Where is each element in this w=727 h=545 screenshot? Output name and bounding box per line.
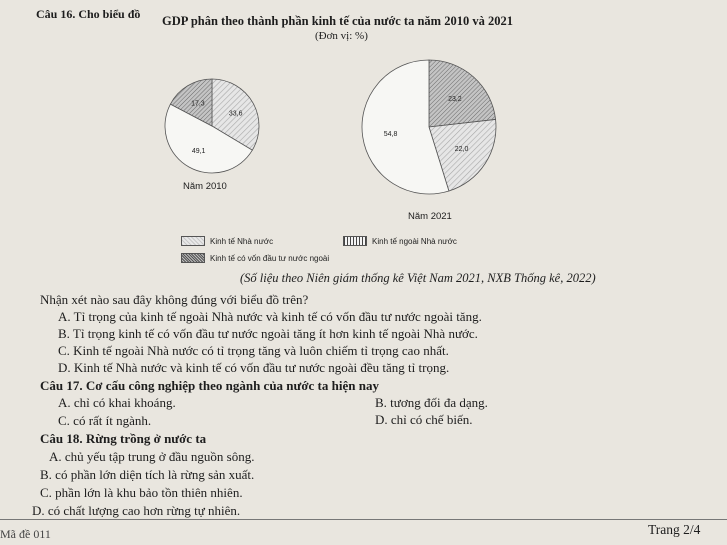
pie-2010-year-label: Năm 2010 — [183, 181, 227, 192]
question-16-heading: Câu 16. Cho biểu đồ — [36, 7, 141, 21]
pie-2021-label-fdi: 23,2 — [448, 96, 462, 104]
pie-chart-2010 — [146, 76, 278, 176]
legend-swatch-state — [181, 236, 205, 246]
q18-option-b: B. có phần lớn diện tích là rừng sản xuất. — [40, 467, 255, 482]
q18-option-a: A. chủ yếu tập trung ở đầu nguồn sông. — [49, 449, 255, 464]
page-number: Trang 2/4 — [648, 522, 701, 537]
chart-title: GDP phân theo thành phần kinh tế của nước ta năm 2010 và 2021 — [162, 14, 513, 28]
legend-swatch-nonstate — [343, 236, 367, 246]
footer-divider — [0, 519, 727, 520]
legend-swatch-fdi — [181, 253, 205, 263]
pie-2021-year-label: Năm 2021 — [408, 211, 452, 222]
legend-label-nonstate: Kinh tế ngoài Nhà nước — [372, 236, 457, 246]
pie-2010-label-nonstate: 49,1 — [191, 147, 206, 155]
q18-option-d: D. có chất lượng cao hơn rừng tự nhiên. — [32, 503, 241, 518]
exam-code: Mã đề 011 — [0, 527, 51, 541]
chart-unit: (Đơn vị: %) — [315, 30, 368, 42]
q16-option-c: C. Kinh tế ngoài Nhà nước có tỉ trọng tăng và luôn chiếm tỉ trọng cao nhất. — [58, 343, 449, 358]
legend-item-nonstate — [343, 236, 457, 246]
q18-option-c: C. phần lớn là khu bảo tồn thiên nhiên. — [40, 485, 243, 500]
q16-option-a: A. Tỉ trọng của kinh tế ngoài Nhà nước và kinh tế có vốn đầu tư nước ngoài tăng. — [58, 309, 482, 324]
pie-2021-label-nonstate: 54,8 — [383, 130, 398, 138]
question-16-prompt: Nhận xét nào sau đây không đúng với biểu đồ trên? — [40, 292, 309, 307]
q16-option-b: B. Tỉ trọng kinh tế có vốn đầu tư nước ngoài tăng ít hơn kinh tế ngoài Nhà nước. — [58, 326, 478, 341]
legend-item-fdi — [181, 253, 329, 263]
data-source: (Số liệu theo Niên giám thống kê Việt Nam 2021, NXB Thống kê, 2022) — [240, 271, 596, 285]
question-18-prompt: Câu 18. Rừng trồng ở nước ta — [40, 431, 207, 446]
q17-option-a: A. chỉ có khai khoáng. — [58, 395, 176, 410]
q17-option-c: C. có rất ít ngành. — [58, 413, 152, 428]
legend-label-fdi: Kinh tế có vốn đầu tư nước ngoài — [210, 253, 330, 263]
pie-chart-2021 — [345, 58, 513, 196]
question-17-prompt: Câu 17. Cơ cấu công nghiệp theo ngành của nước ta hiện nay — [40, 378, 379, 393]
pie-2010-label-state: 33,6 — [228, 110, 243, 118]
legend-label-state: Kinh tế Nhà nước — [210, 236, 274, 246]
q17-option-d: D. chỉ có chế biến. — [375, 412, 473, 427]
pie-2021-label-state: 22,0 — [454, 146, 469, 154]
legend-item-state — [181, 236, 273, 246]
pie-2021-slice-fdi — [429, 60, 496, 127]
q17-option-b: B. tương đối đa dạng. — [375, 395, 488, 410]
pie-2010-label-fdi: 17,3 — [191, 100, 205, 108]
q16-option-d: D. Kinh tế Nhà nước và kinh tế có vốn đầu tư nước ngoài đều tăng tỉ trọng. — [58, 360, 450, 375]
